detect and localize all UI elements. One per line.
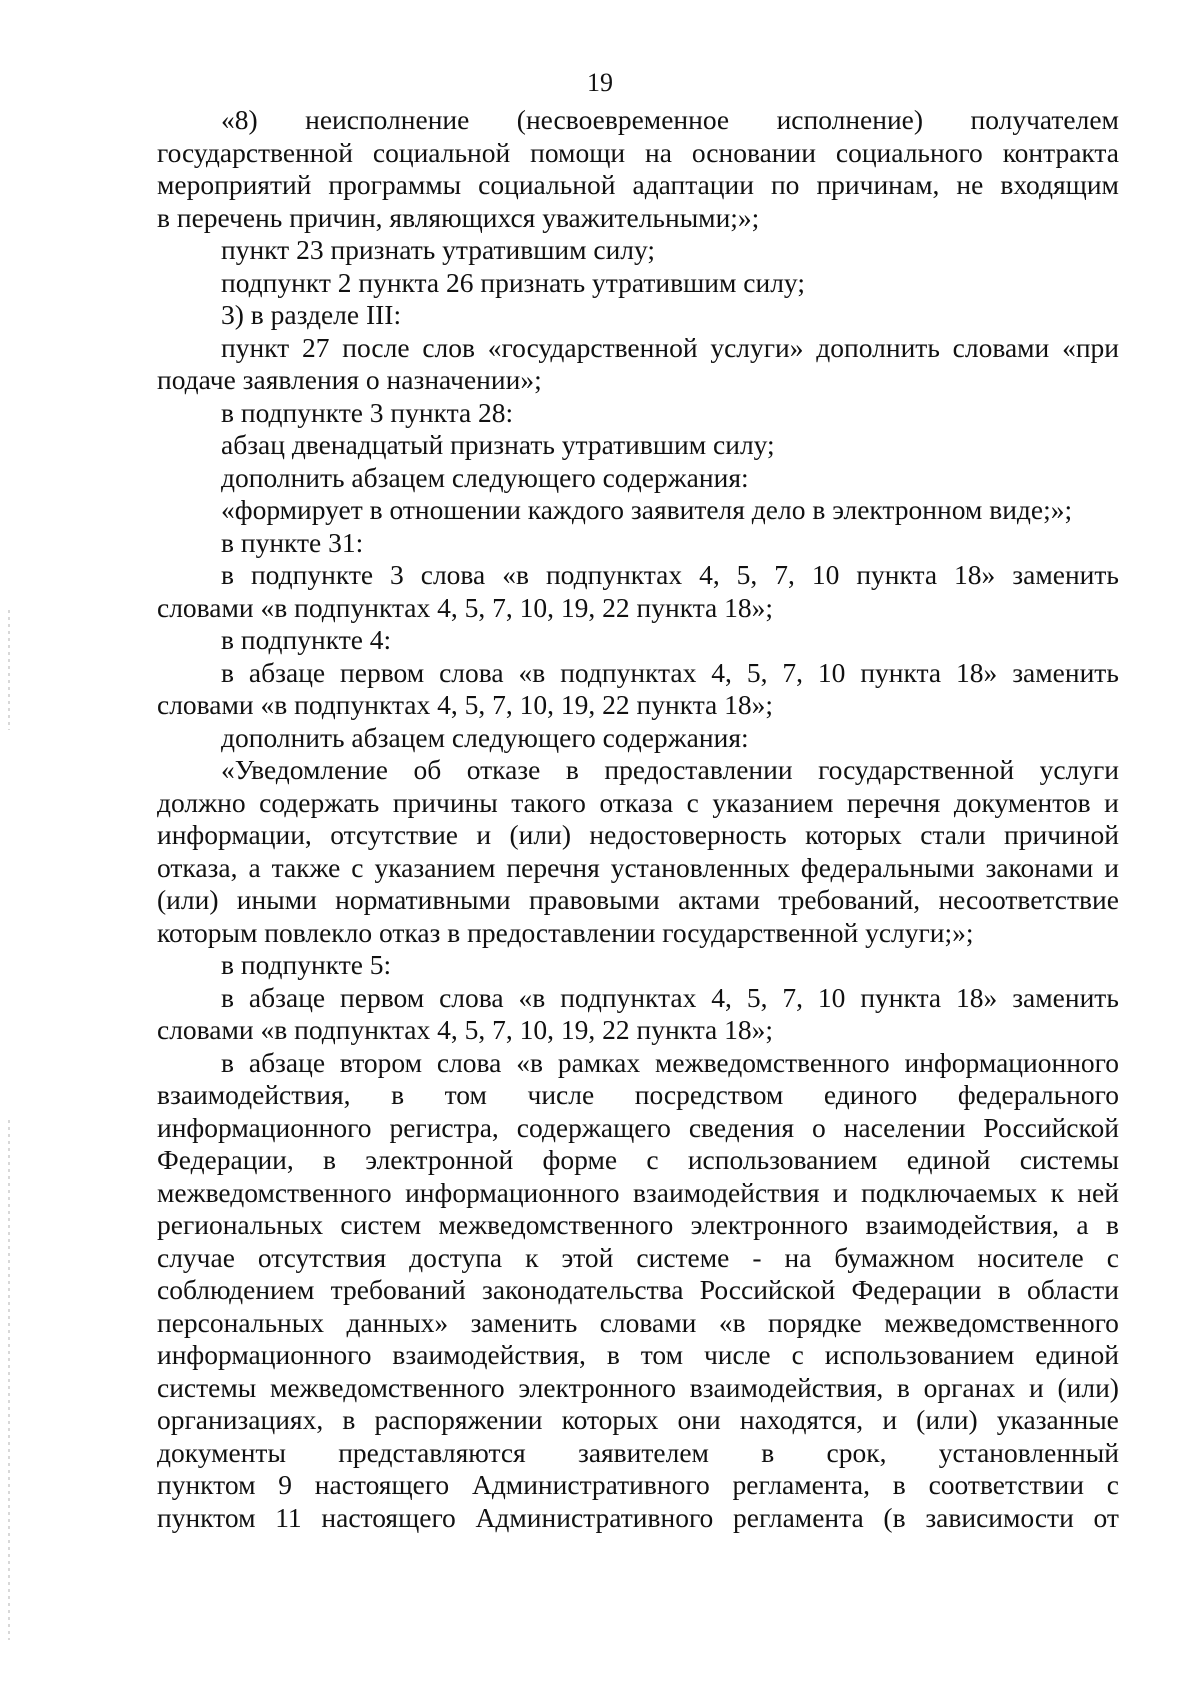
text-word: указанием [712, 786, 834, 818]
text-word: исполнение) [776, 104, 924, 135]
text-word: по [770, 169, 800, 200]
text-line-content: в пункте 31: [221, 526, 364, 558]
text-word: содержать [259, 786, 380, 818]
text-line-content: которым повлекло отказ в предоставлении государственной услуги;»; [157, 916, 974, 948]
text-word: государственной [818, 754, 1015, 785]
text-word: взаимодействия, [689, 1371, 884, 1403]
text-word: 4, [711, 656, 732, 688]
text-word: использованием [687, 1144, 878, 1175]
text-word: и [1104, 786, 1119, 818]
text-word: регламента [733, 1501, 864, 1533]
text-line-content: абзац двенадцатый признать утратившим силу; [221, 429, 775, 460]
text-word: числе [527, 1079, 595, 1110]
text-word: в [391, 1079, 405, 1110]
text-word: (или) [157, 884, 219, 915]
text-word: посредством [634, 1079, 784, 1110]
text-word: после [342, 331, 410, 363]
text-line-content: дополнить абзацем следующего содержания: [221, 461, 749, 493]
text-word: первом [340, 656, 425, 688]
text-word: пункта [860, 981, 942, 1013]
text-word: 18» [956, 656, 998, 688]
text-word: системы [1019, 1144, 1119, 1175]
text-word: «8) [221, 104, 258, 135]
text-word: в [1105, 1209, 1119, 1240]
text-word: Административного [471, 1469, 710, 1500]
text-word: в [761, 1436, 775, 1468]
text-line [157, 689, 1119, 722]
text-line [157, 722, 1119, 755]
text-line [157, 267, 1119, 300]
text-line [157, 917, 1119, 950]
text-word: в [221, 1046, 234, 1078]
text-word: подключаемых [861, 1176, 1038, 1208]
text-word: Административного [475, 1501, 714, 1533]
text-line [157, 527, 1119, 560]
text-word: с [1106, 1469, 1119, 1500]
text-word: стали [920, 819, 986, 850]
text-word: о [811, 1111, 826, 1143]
text-word: области [1026, 1274, 1119, 1305]
text-line-content: словами «в подпунктах 4, 5, 7, 10, 19, 22 пункта 18»; [157, 689, 774, 720]
text-word: отказе [466, 754, 541, 785]
text-word: должно [157, 786, 246, 818]
text-word: данных» [346, 1306, 449, 1338]
text-line [157, 429, 1119, 462]
text-word: на [645, 136, 672, 168]
text-line-content: пункт 23 признать утратившим силу; [221, 234, 656, 265]
text-word: пункт [221, 331, 290, 363]
text-line [157, 657, 1119, 690]
text-line [157, 1437, 1119, 1470]
page-number: 19 [587, 68, 613, 97]
text-word: в [565, 754, 579, 785]
text-line [157, 1502, 1119, 1535]
text-word: пунктом [157, 1469, 256, 1500]
text-word: в [896, 1371, 910, 1403]
text-word: в [997, 1274, 1011, 1305]
text-word: настоящего [321, 1501, 456, 1533]
text-word: подпунктах [545, 559, 683, 590]
text-word: подпунктах [560, 656, 697, 688]
margin-scan-mark-bottom [8, 1120, 10, 1640]
text-word: об [413, 754, 442, 785]
text-word: первом [340, 981, 425, 1013]
text-word: электронной [365, 1144, 514, 1175]
text-word: населении [843, 1111, 966, 1143]
text-line-content: 3) в разделе III: [221, 299, 402, 330]
text-word: абзаце [248, 1046, 326, 1078]
text-word: которых [561, 1404, 659, 1435]
text-word: персональных [157, 1306, 325, 1338]
text-word: недостоверность [589, 819, 787, 850]
text-word: помощи [530, 136, 626, 168]
text-line [157, 754, 1119, 787]
text-word: не [956, 169, 984, 200]
text-word: (или) [509, 819, 571, 850]
text-word: (несвоевременное [516, 104, 730, 135]
text-line-content: в подпункте 3 пункта 28: [221, 396, 514, 428]
text-word: программы [328, 169, 462, 200]
text-word: порядке [768, 1306, 862, 1338]
text-word: такого [511, 786, 586, 818]
text-word: дополнить [816, 331, 940, 363]
text-word: сведения [688, 1111, 794, 1143]
text-word: информационного [157, 1339, 372, 1370]
text-word: требований, [778, 884, 921, 915]
text-line [157, 1404, 1119, 1437]
text-word: 5, [746, 656, 768, 688]
text-word: распоряжении [374, 1404, 543, 1435]
text-word: регистра, [389, 1111, 499, 1143]
text-word: подпунктах [560, 981, 697, 1013]
text-word: взаимодействия, [865, 1209, 1060, 1240]
text-word: систем [340, 1209, 422, 1240]
text-line-content: словами «в подпунктах 4, 5, 7, 10, 19, 22 пункта 18»; [157, 1014, 774, 1045]
text-word: с [351, 851, 364, 883]
text-word: информационного [157, 1111, 372, 1143]
text-word: информационного [405, 1176, 620, 1208]
text-word: причины [392, 786, 498, 818]
text-word: в [606, 1339, 620, 1370]
text-word: отсутствия [257, 1241, 387, 1273]
text-word: втором [339, 1046, 423, 1078]
text-line-content: в перечень причин, являющихся уважительными;»; [157, 201, 760, 233]
text-word: межведомственного [654, 1046, 890, 1078]
text-word: заменить [1012, 981, 1119, 1013]
text-line-content: в подпункте 4: [221, 624, 392, 655]
text-word: взаимодействия, [392, 1339, 586, 1370]
text-word: 7, [774, 559, 795, 590]
text-line [157, 1274, 1119, 1307]
text-word: пунктом [157, 1501, 256, 1533]
text-word: а [248, 851, 261, 883]
text-word: Федерации [851, 1274, 982, 1305]
text-word: «Уведомление [221, 754, 388, 785]
text-word: и [882, 1404, 898, 1435]
text-word: организациях, [157, 1404, 324, 1435]
text-line-content: в подпункте 5: [221, 949, 392, 980]
text-word: 5, [746, 981, 768, 1013]
text-line [157, 1177, 1119, 1210]
text-line [157, 1209, 1119, 1242]
text-word: федеральными [800, 851, 975, 883]
text-word: случае [157, 1241, 235, 1273]
text-line [157, 1144, 1119, 1177]
text-word: содержащего [516, 1111, 671, 1143]
text-word: электронного [690, 1209, 849, 1240]
margin-scan-mark-top [8, 610, 10, 730]
text-word: «при [1062, 331, 1119, 363]
text-word: правовыми [528, 884, 660, 915]
text-line [157, 364, 1119, 397]
text-word: информации, [157, 819, 312, 850]
text-word: «в [502, 559, 529, 590]
text-word: форме [542, 1144, 618, 1175]
text-word: доступа [409, 1241, 503, 1273]
text-word: слов [422, 331, 476, 363]
text-word: Российской [699, 1274, 836, 1305]
text-word: межведомственного [438, 1209, 674, 1240]
text-line [157, 137, 1119, 170]
text-word: (или) [916, 1404, 978, 1435]
text-word: 18» [954, 559, 996, 590]
text-word: 18» [956, 981, 998, 1013]
text-word: документов [953, 786, 1091, 818]
text-line [157, 787, 1119, 820]
text-word: слова [439, 981, 504, 1013]
text-word: 10 [811, 559, 840, 590]
text-word: заменить [1012, 559, 1119, 590]
text-line-content: словами «в подпунктах 4, 5, 7, 10, 19, 22 пункта 18»; [157, 591, 774, 623]
text-word: указанием [374, 851, 496, 883]
text-word: взаимодействия, [157, 1079, 351, 1110]
text-word: и [1029, 1371, 1044, 1403]
text-word: которых [805, 819, 902, 850]
text-word: с [686, 786, 699, 818]
text-word: региональных [157, 1209, 324, 1240]
text-word: 9 [278, 1469, 292, 1500]
text-line [157, 1079, 1119, 1112]
text-line [157, 202, 1119, 235]
text-word: межведомственного [269, 1371, 505, 1403]
text-word: услуги [1039, 754, 1119, 785]
text-word: государственной [157, 136, 353, 168]
text-word: перечня [506, 851, 600, 883]
text-word: отказа [599, 786, 674, 818]
text-word: 10 [817, 981, 846, 1013]
text-line [157, 169, 1119, 202]
text-word: соблюдением [157, 1274, 315, 1305]
text-word: с [791, 1339, 804, 1370]
text-word: социальной [372, 136, 511, 168]
text-word: установленный [938, 1436, 1119, 1468]
text-word: настоящего [314, 1469, 450, 1500]
text-word: причиной [1004, 819, 1119, 850]
text-line [157, 1047, 1119, 1080]
text-word: носителе [977, 1241, 1084, 1273]
text-word: взаимодействия [632, 1176, 820, 1208]
text-line [157, 884, 1119, 917]
text-line [157, 494, 1119, 527]
text-word: неисполнение [305, 104, 470, 135]
text-line [157, 104, 1119, 137]
text-word: (или) [1057, 1371, 1119, 1403]
text-word: предоставлении [604, 754, 793, 785]
text-word: заменить [1012, 656, 1119, 688]
text-word: 7, [782, 656, 803, 688]
text-word: системы [157, 1371, 257, 1403]
text-line [157, 949, 1119, 982]
text-word: единой [906, 1144, 991, 1175]
text-word: абзаце [248, 656, 326, 688]
text-word: этой [561, 1241, 614, 1273]
text-word: социального [835, 136, 983, 168]
text-word: находятся, [739, 1404, 864, 1435]
text-word: том [640, 1339, 684, 1370]
text-word: «государственной [487, 331, 698, 363]
text-line [157, 462, 1119, 495]
text-line-content: подпункт 2 пункта 26 признать утратившим силу; [221, 266, 805, 298]
text-word: слова [420, 559, 486, 590]
text-line [157, 1469, 1119, 1502]
text-word: мероприятий [157, 169, 312, 200]
text-word: нормативными [335, 884, 511, 915]
text-word: системе [636, 1241, 730, 1273]
text-word: федерального [957, 1079, 1119, 1110]
text-line [157, 819, 1119, 852]
text-word: отказа, [157, 851, 238, 883]
text-word: абзаце [248, 981, 326, 1013]
text-line [157, 1372, 1119, 1405]
text-word: услуги» [710, 331, 804, 363]
text-word: регламента, [732, 1469, 871, 1500]
text-word: 10 [817, 656, 846, 688]
text-word: основании [691, 136, 816, 168]
text-line-content: «формирует в отношении каждого заявителя дело в электронном виде;»; [221, 494, 1073, 525]
text-line [157, 852, 1119, 885]
text-word: пункта [856, 559, 938, 590]
text-word: отсутствие [330, 819, 459, 850]
text-word: 27 [301, 331, 330, 363]
text-word: перечня [846, 786, 941, 818]
text-line [157, 1014, 1119, 1047]
text-word: пункта [860, 656, 942, 688]
text-word: заменить [470, 1306, 578, 1338]
text-word: «в [518, 656, 546, 688]
text-word: от [1093, 1501, 1119, 1533]
text-line [157, 1112, 1119, 1145]
text-word: в [221, 559, 234, 590]
text-word: 11 [275, 1501, 302, 1533]
text-word: в [221, 981, 234, 1013]
text-word: получателем [970, 104, 1119, 135]
text-line-content: дополнить абзацем следующего содержания: [221, 721, 749, 753]
text-word: адаптации [632, 169, 754, 200]
text-word: 4, [711, 981, 732, 1013]
text-word: рамках [557, 1046, 641, 1078]
text-word: органах [923, 1371, 1016, 1403]
text-line [157, 332, 1119, 365]
text-word: заявителем [577, 1436, 709, 1468]
text-word: 5, [736, 559, 758, 590]
text-word: - [752, 1241, 762, 1273]
text-line [157, 592, 1119, 625]
text-word: несоответствие [938, 884, 1119, 915]
text-word: слова [436, 1046, 502, 1078]
text-word: причинам, [816, 169, 940, 200]
text-word: законами [985, 851, 1094, 883]
text-word: и [832, 1176, 848, 1208]
text-word: информационного [904, 1046, 1119, 1078]
text-word: к [1050, 1176, 1064, 1208]
text-line [157, 1242, 1119, 1275]
text-word: также [271, 851, 341, 883]
text-word: срок, [826, 1436, 887, 1468]
text-word: использованием [824, 1339, 1015, 1370]
text-word: входящим [1000, 169, 1119, 200]
text-word: словами [952, 331, 1050, 363]
text-word: социальной [478, 169, 616, 200]
text-line [157, 397, 1119, 430]
text-word: в [342, 1404, 356, 1435]
text-word: бумажном [834, 1241, 955, 1273]
text-word: представляются [338, 1436, 526, 1468]
text-word: словами [599, 1306, 697, 1338]
text-word: электронного [518, 1371, 676, 1403]
text-word: «в [718, 1306, 746, 1338]
text-word: в [221, 656, 234, 688]
text-word: документы [157, 1436, 286, 1468]
text-word: единой [1035, 1339, 1119, 1370]
text-word: подпункте [250, 559, 374, 590]
text-word: Российской [983, 1111, 1119, 1143]
text-line [157, 982, 1119, 1015]
text-word: на [784, 1241, 812, 1273]
text-word: указанные [996, 1404, 1119, 1435]
text-word: актами [678, 884, 760, 915]
text-word: том [444, 1079, 487, 1110]
document-body [157, 104, 1119, 1534]
text-word: соответствии [928, 1469, 1084, 1500]
text-word: 7, [782, 981, 803, 1013]
text-word: Федерации, [157, 1144, 294, 1175]
text-line [157, 1339, 1119, 1372]
text-word: (в [883, 1501, 906, 1533]
text-word: требований [330, 1274, 466, 1305]
text-word: в [323, 1144, 337, 1175]
text-word: «в [516, 1046, 543, 1078]
text-word: они [677, 1404, 721, 1435]
text-word: с [1106, 1241, 1119, 1273]
text-word: с [646, 1144, 659, 1175]
text-word: в [892, 1469, 906, 1500]
text-line [157, 299, 1119, 332]
text-line [157, 624, 1119, 657]
text-word: ней [1077, 1176, 1119, 1208]
text-word: и [476, 819, 492, 850]
text-word: слова [439, 656, 504, 688]
text-line [157, 234, 1119, 267]
text-word: межведомственного [884, 1306, 1119, 1338]
text-word: и [1104, 851, 1119, 883]
text-word: законодательства [481, 1274, 684, 1305]
text-line-content: подаче заявления о назначении»; [157, 364, 542, 395]
text-word: 4, [699, 559, 720, 590]
text-line [157, 1307, 1119, 1340]
text-word: иными [236, 884, 317, 915]
text-word: «в [518, 981, 546, 1013]
text-word: 3 [390, 559, 404, 590]
text-word: контракта [1002, 136, 1119, 168]
text-word: установленных [610, 851, 790, 883]
text-word: к [525, 1241, 539, 1273]
text-word: а [1076, 1209, 1089, 1240]
text-word: межведомственного [157, 1176, 392, 1208]
text-word: числе [703, 1339, 771, 1370]
text-word: единого [823, 1079, 918, 1110]
text-line [157, 559, 1119, 592]
text-word: зависимости [925, 1501, 1074, 1533]
